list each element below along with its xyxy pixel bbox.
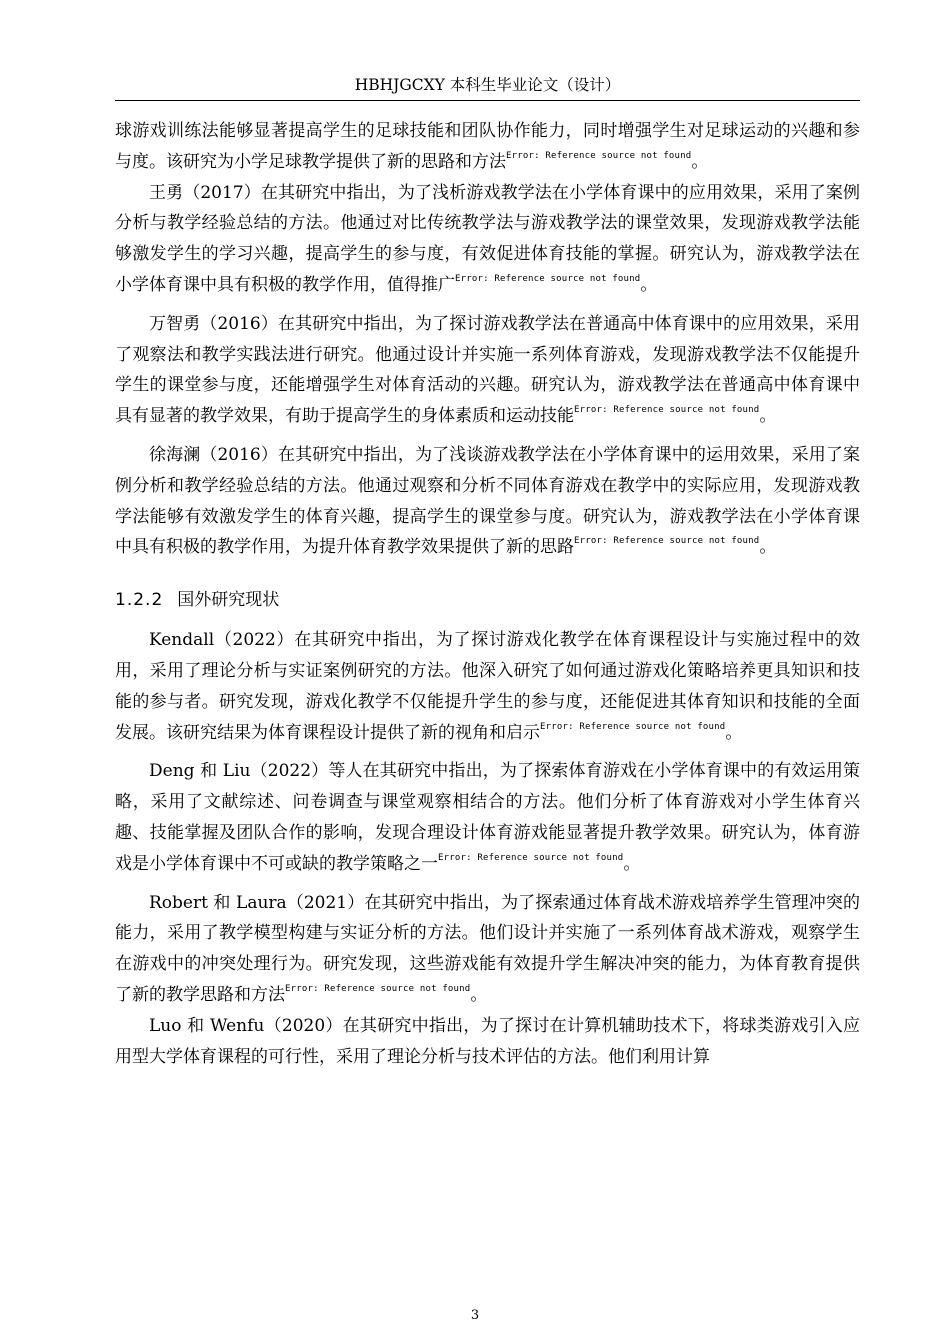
paragraph-text: 球游戏训练法能够显著提高学生的足球技能和团队协作能力，同时增强学生对足球运动的兴趣和参与度。该研究为小学足球教学提供了新的思路和方法	[115, 121, 860, 172]
paragraph-6	[115, 756, 860, 879]
reference-error: Error: Reference source not found	[455, 273, 641, 284]
period: 。	[725, 722, 743, 743]
period: 。	[691, 151, 709, 172]
section-number: 1.2.2	[115, 590, 164, 611]
period: 。	[640, 274, 658, 295]
paragraph-text: Robert 和 Laura（2021）在其研究中指出，为了探索通过体育战术游戏培养学生管理冲突的能力，采用了教学模型构建与实证分析的方法。他们设计并实施了一系列体育战术游戏，观察学生在游戏中的冲突处理行为。研究发现，这些游戏能有效提升学生解决冲突的能力，为体育教育提供了新的教学思路和方法	[115, 892, 860, 1005]
reference-error: Error: Reference source not found	[506, 150, 692, 161]
paragraph-text: Luo 和 Wenfu（2020）在其研究中指出，为了探讨在计算机辅助技术下，将球类游戏引入应用型大学体育课程的可行性，采用了理论分析与技术评估的方法。他们利用计算	[115, 1015, 860, 1067]
period: 。	[470, 984, 488, 1005]
reference-error: Error: Reference source not found	[285, 983, 471, 994]
paragraph-5	[115, 625, 860, 748]
page-number: 3	[470, 1308, 480, 1323]
reference-error: Error: Reference source not found	[438, 852, 624, 863]
paragraph-text: Kendall（2022）在其研究中指出，为了探讨游戏化教学在体育课程设计与实施过程中的效用，采用了理论分析与实证案例研究的方法。他深入研究了如何通过游戏化策略培养更具知识和技能的参与者。研究发现，游戏化教学不仅能提升学生的参与度，还能促进其体育知识和技能的全面发展。该研究结果为体育课程设计提供了新的视角和启示	[115, 630, 860, 743]
running-header: HBHJGCXY 本科生毕业论文（设计）	[115, 70, 860, 101]
period: 。	[623, 853, 641, 874]
paragraph-7	[115, 888, 860, 1011]
period: 。	[759, 537, 777, 558]
paragraph-8	[115, 1011, 860, 1073]
paragraph-4	[115, 440, 860, 563]
reference-error: Error: Reference source not found	[540, 721, 726, 732]
reference-error: Error: Reference source not found	[574, 405, 760, 416]
section-title: 国外研究现状	[177, 590, 280, 611]
paragraph-3	[115, 309, 860, 432]
paragraph-1	[115, 116, 860, 178]
paragraph-text: 徐海澜（2016）在其研究中指出，为了浅谈游戏教学法在小学体育课中的运用效果，采用了案例分析和教学经验总结的方法。他通过观察和分析不同体育游戏在教学中的实际应用，发现游戏教学法能够有效激发学生的体育兴趣，提高学生的课堂参与度。研究认为，游戏教学法在小学体育课中具有积极的教学作用，为提升体育教学效果提供了新的思路	[115, 444, 860, 558]
reference-error: Error: Reference source not found	[574, 536, 760, 547]
section-heading	[115, 585, 860, 615]
body-text	[115, 116, 860, 1072]
paragraph-text: 王勇（2017）在其研究中指出，为了浅析游戏教学法在小学体育课中的应用效果，采用了案例分析与教学经验总结的方法。他通过对比传统教学法与游戏教学法的课堂效果，发现游戏教学法能够激发学生的学习兴趣，提高学生的参与度，有效促进体育技能的掌握。研究认为，游戏教学法在小学体育课中具有积极的教学作用，值得推广	[115, 182, 860, 295]
paragraph-2	[115, 178, 860, 301]
period: 。	[759, 406, 777, 427]
paragraph-text: Deng 和 Liu（2022）等人在其研究中指出，为了探索体育游戏在小学体育课中的有效运用策略，采用了文献综述、问卷调查与课堂观察相结合的方法。他们分析了体育游戏对小学生体育兴趣、技能掌握及团队合作的影响，发现合理设计体育游戏能显著提升教学效果。研究认为，体育游戏是小学体育课中不可或缺的教学策略之一	[115, 761, 860, 874]
paragraph-text: 万智勇（2016）在其研究中指出，为了探讨游戏教学法在普通高中体育课中的应用效果，采用了观察法和教学实践法进行研究。他通过设计并实施一系列体育游戏，发现游戏教学法不仅能提升学生的课堂参与度，还能增强学生对体育活动的兴趣。研究认为，游戏教学法在普通高中体育课中具有显著的教学效果，有助于提高学生的身体素质和运动技能	[115, 313, 860, 427]
